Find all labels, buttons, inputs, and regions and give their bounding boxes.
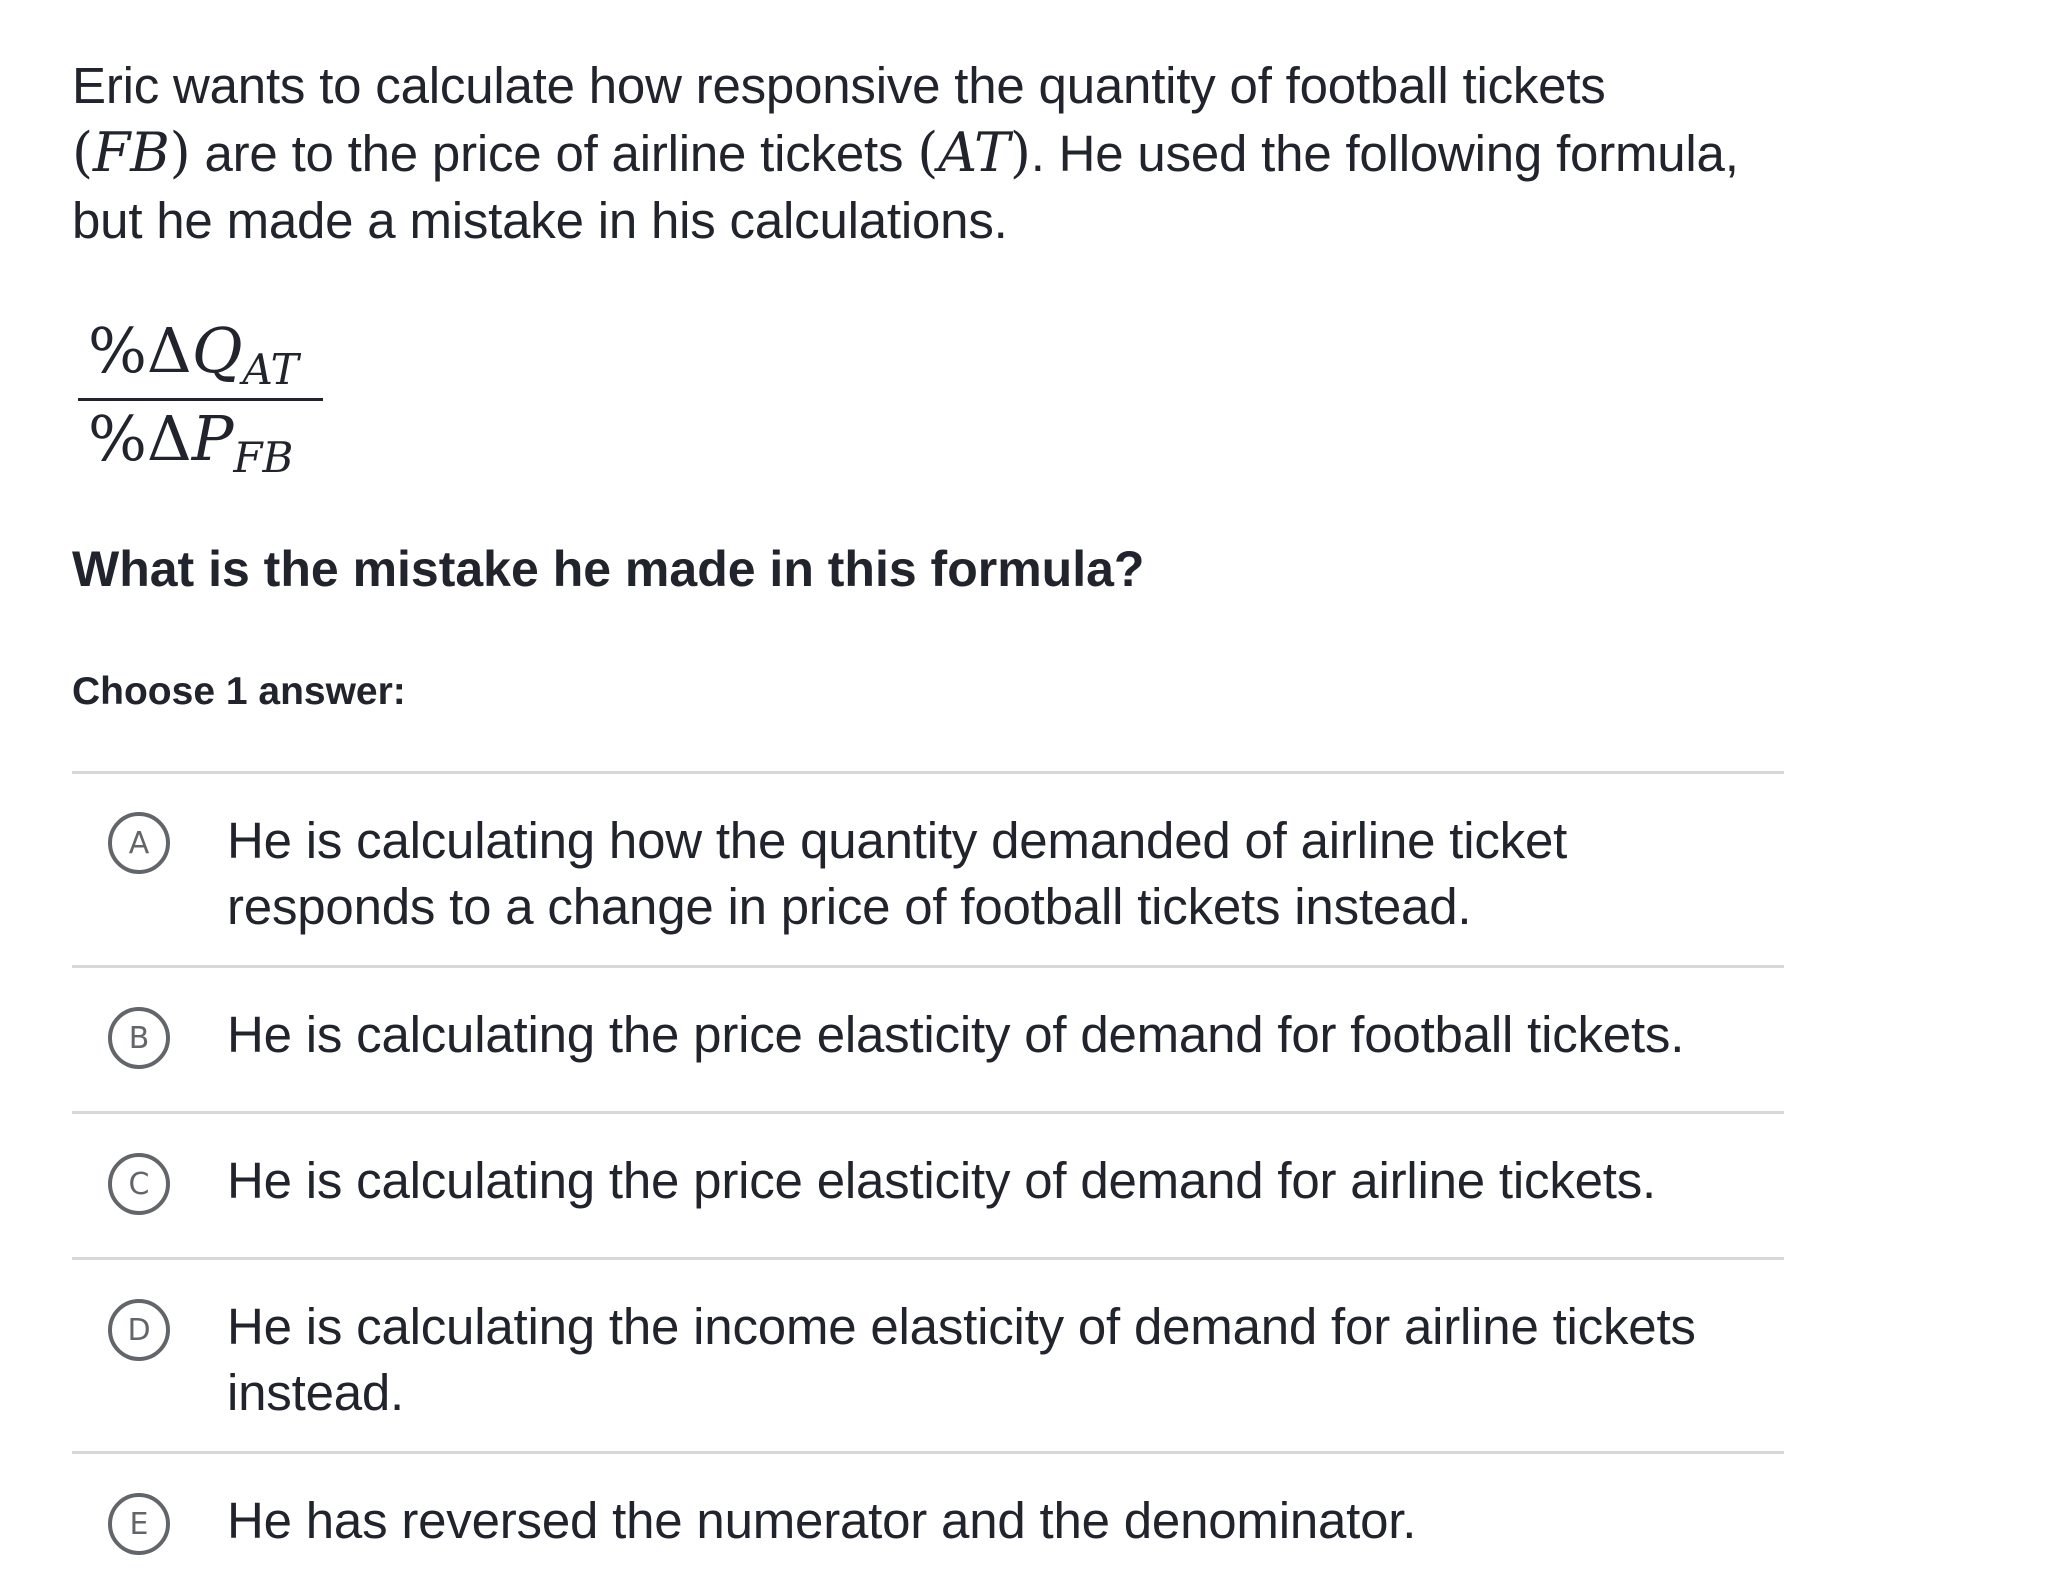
formula-fraction [78, 308, 323, 483]
choice-d-radio[interactable]: D [108, 1299, 170, 1361]
choice-c[interactable] [72, 1111, 1784, 1257]
choice-e-radio[interactable]: E [108, 1493, 170, 1555]
choice-a-text[interactable]: He is calculating how the quantity demanded of airline ticket responds to a change in price of football tickets instead. [227, 812, 1568, 935]
choose-label: Choose 1 answer: [72, 670, 406, 713]
choice-e[interactable] [72, 1451, 1784, 1594]
at-math: (AT) [917, 121, 1031, 184]
answer-choices [72, 771, 1784, 1594]
choice-e-text[interactable]: He has reversed the numerator and the denominator. [227, 1492, 1417, 1549]
choice-b-radio[interactable]: B [108, 1007, 170, 1069]
formula-denominator: %ΔPFB [88, 402, 294, 482]
fraction-bar [78, 398, 323, 401]
choice-d[interactable] [72, 1257, 1784, 1451]
choice-a-radio[interactable]: A [108, 812, 170, 874]
fb-math: (FB) [72, 121, 191, 184]
choice-a[interactable] [72, 771, 1784, 965]
choice-d-text[interactable]: He is calculating the income elasticity of demand for airline tickets instead. [227, 1298, 1696, 1421]
choice-c-radio[interactable]: C [108, 1153, 170, 1215]
question-intro: Eric wants to calculate how responsive the quantity of football tickets (FB) are to the price of airline tickets (AT). He used the following formula, but he made a mistake in his calculations. [72, 57, 1739, 249]
choice-c-text[interactable]: He is calculating the price elasticity of demand for airline tickets. [227, 1152, 1657, 1209]
choice-b-text[interactable]: He is calculating the price elasticity of demand for football tickets. [227, 1006, 1685, 1063]
question-text [72, 52, 1792, 254]
formula-numerator: %ΔQAT [88, 314, 299, 394]
question-prompt: What is the mistake he made in this formula? [72, 541, 1145, 597]
choice-b[interactable] [72, 965, 1784, 1111]
